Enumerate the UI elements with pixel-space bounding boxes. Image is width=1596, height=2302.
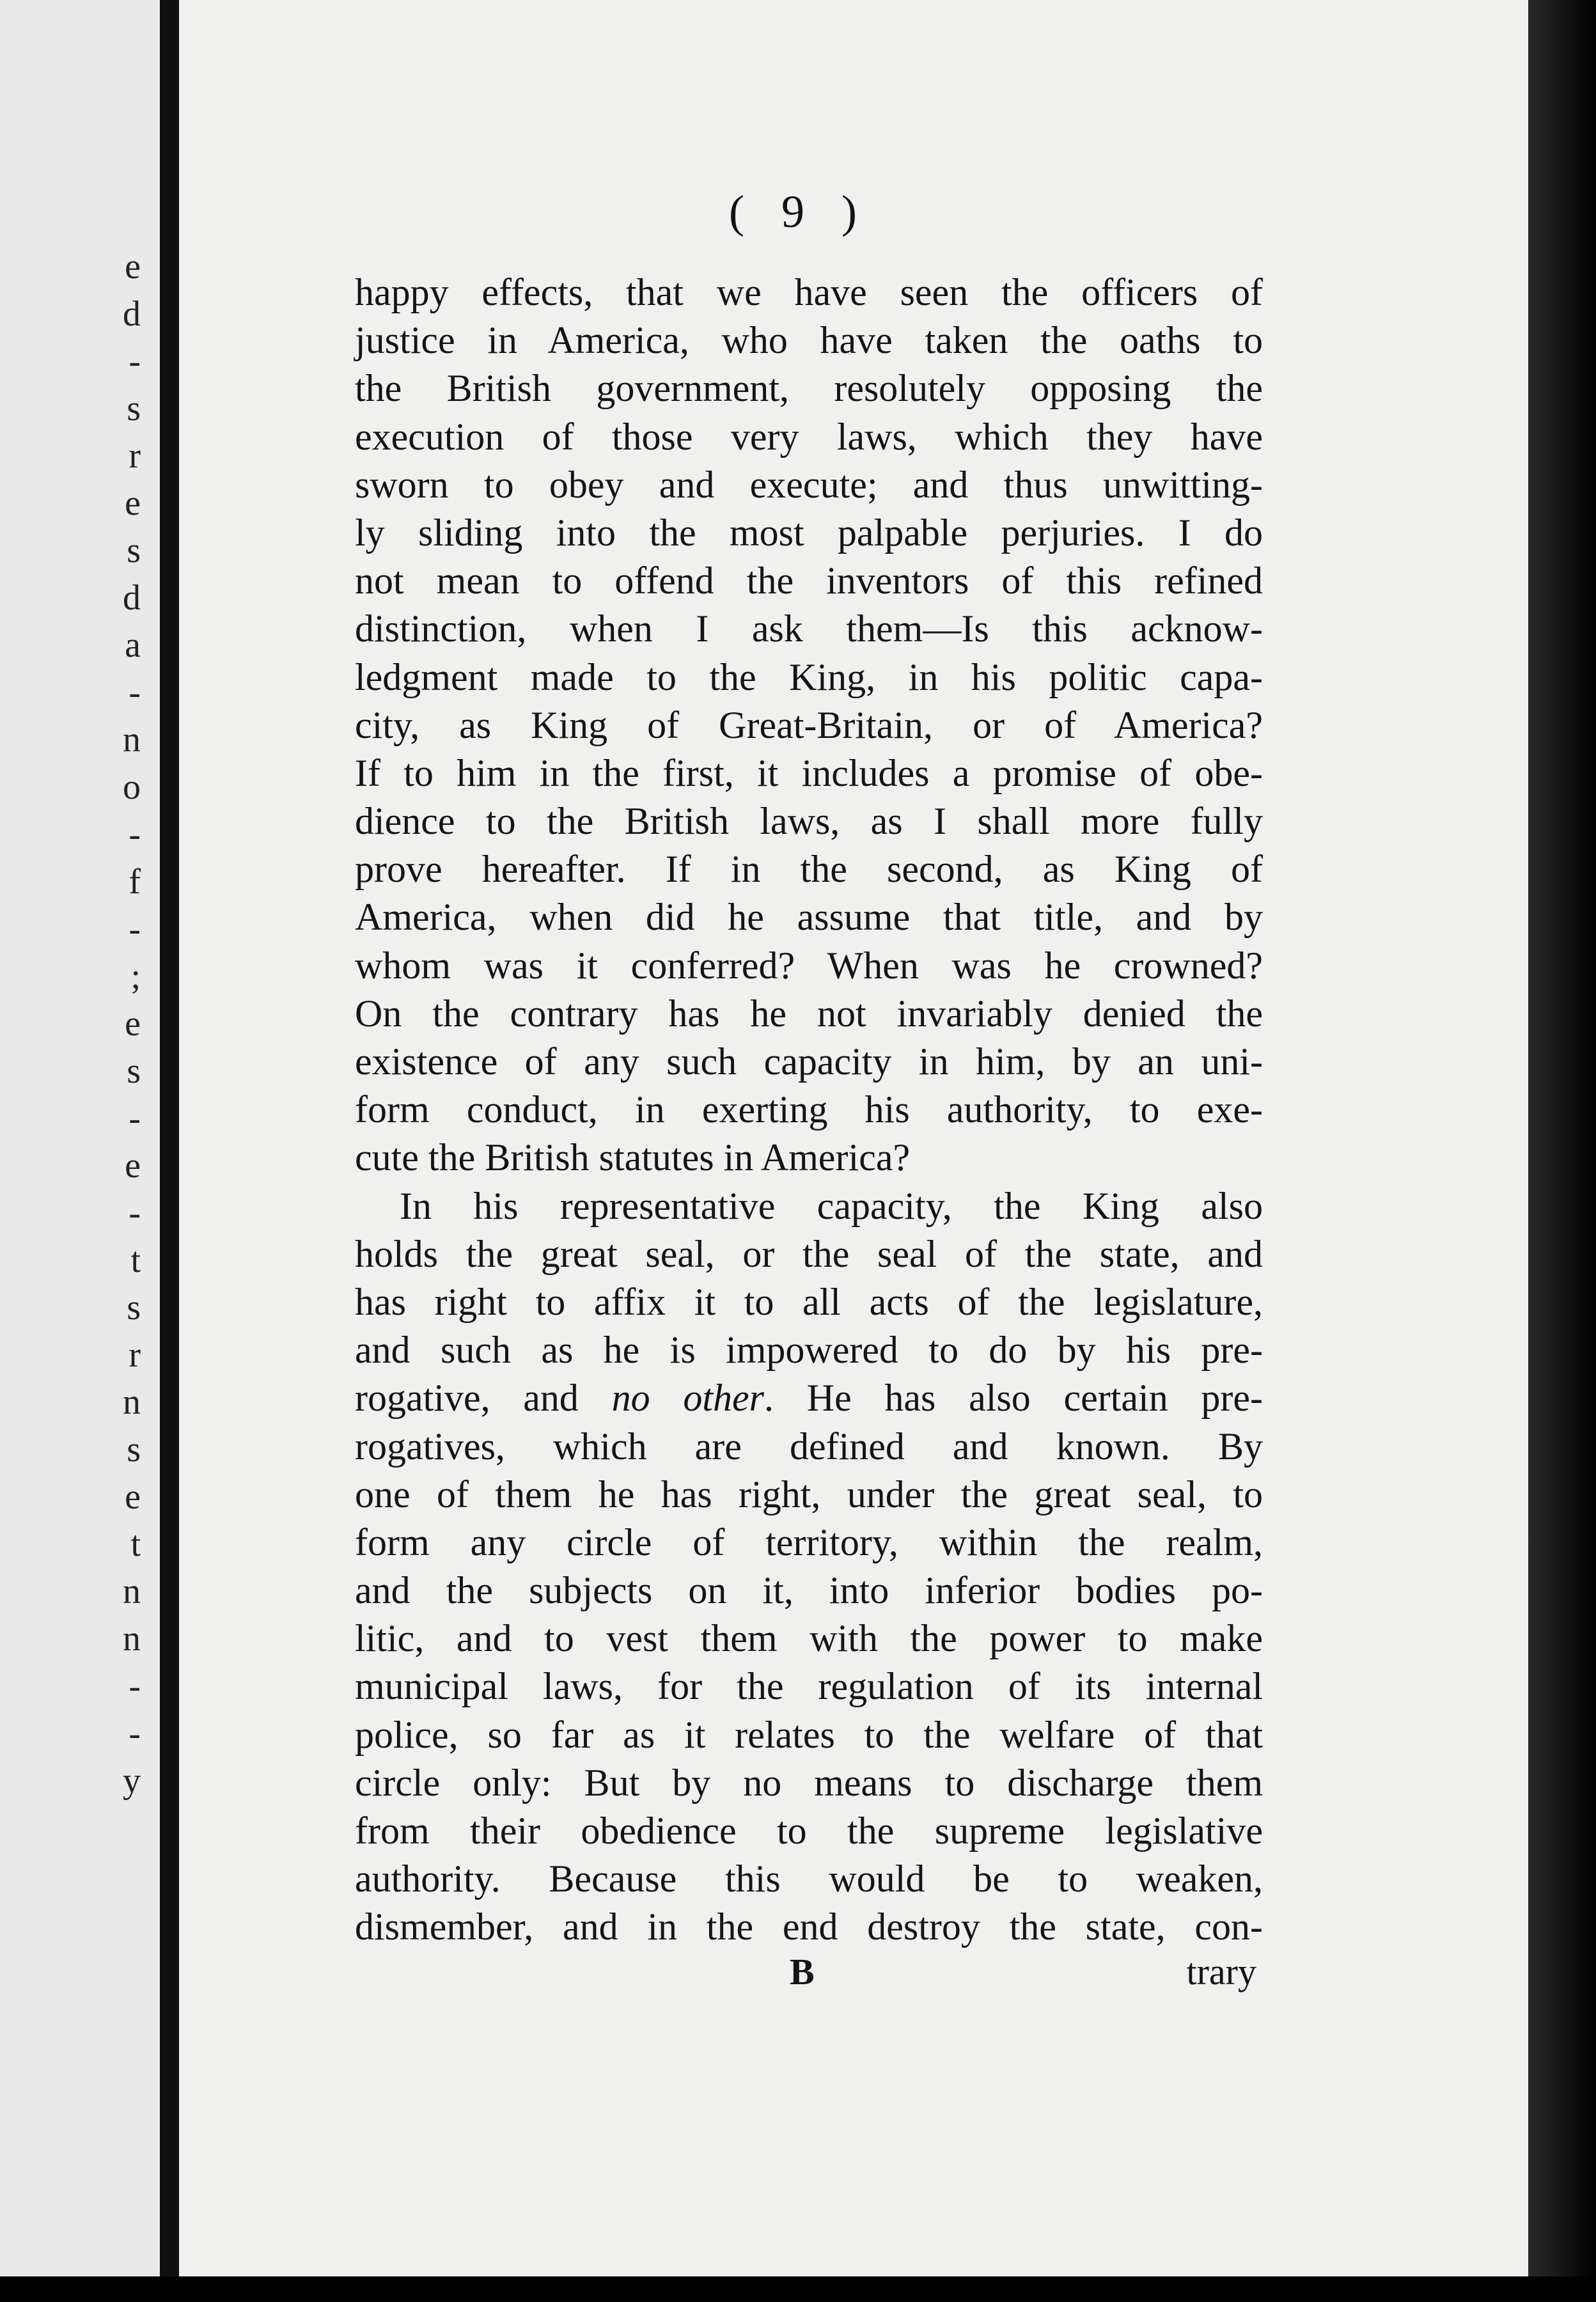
text-line: dience to the British laws, as I shall more fully xyxy=(355,800,1263,843)
text-line: sworn to obey and execute; and thus unwitting- xyxy=(355,463,1263,506)
text-line: has right to affix it to all acts of the legislature, xyxy=(355,1280,1263,1323)
facing-page-letter: d xyxy=(123,578,141,618)
text-line: form any circle of territory, within the realm, xyxy=(355,1521,1263,1563)
text-line: execution of those very laws, which they have xyxy=(355,415,1263,458)
book-gutter xyxy=(160,0,179,2302)
facing-page-letter: - xyxy=(129,1666,141,1706)
text-line: rogatives, which are defined and known. By xyxy=(355,1425,1263,1468)
facing-page-letter: s xyxy=(127,531,141,570)
facing-page-letter: s xyxy=(127,1051,141,1091)
text-line: municipal laws, for the regulation of its internal xyxy=(355,1665,1263,1708)
text-segment: . He has also certain pre- xyxy=(764,1377,1264,1420)
facing-page-letter: s xyxy=(127,1430,141,1469)
text-line: whom was it conferred? When was he crowned? xyxy=(355,944,1263,987)
text-line: authority. Because this would be to weaken, xyxy=(355,1858,1263,1900)
facing-page-letter: a xyxy=(125,625,141,665)
text-line: circle only: But by no means to discharge them xyxy=(355,1761,1263,1804)
facing-page-letter: t xyxy=(130,1524,141,1564)
facing-page-letter: ; xyxy=(130,957,141,996)
body-text xyxy=(355,269,1263,1952)
facing-page-letter: e xyxy=(125,483,141,523)
facing-page-letter: - xyxy=(129,909,141,949)
text-line: ledgment made to the King, in his politic capa- xyxy=(355,655,1263,698)
facing-page-letter: n xyxy=(123,720,141,760)
facing-page-letter: - xyxy=(129,1099,141,1138)
facing-page-letter: t xyxy=(130,1241,141,1280)
facing-page-letter: r xyxy=(129,436,141,476)
facing-page-letter: e xyxy=(125,247,141,286)
catchword: trary xyxy=(1186,1951,1256,1993)
text-line: In his representative capacity, the King also xyxy=(400,1184,1263,1227)
text-line: dismember, and in the end destroy the state, con- xyxy=(355,1906,1263,1948)
text-line: and such as he is impowered to do by his pre- xyxy=(355,1329,1263,1372)
text-line: happy effects, that we have seen the officers of xyxy=(355,271,1263,313)
text-line: form conduct, in exerting his authority, to exe- xyxy=(355,1088,1263,1131)
text-line: the British government, resolutely opposing the xyxy=(355,367,1263,410)
page-number: ( 9 ) xyxy=(729,186,870,237)
page-right-edge xyxy=(1528,0,1596,2302)
text-line: litic, and to vest them with the power to make xyxy=(355,1617,1263,1660)
facing-page-letter: s xyxy=(127,389,141,428)
facing-page-letter: e xyxy=(125,1146,141,1186)
text-line: from their obedience to the supreme legislative xyxy=(355,1810,1263,1852)
facing-page-letter: - xyxy=(129,1714,141,1753)
text-line: and the subjects on it, into inferior bodies po- xyxy=(355,1569,1263,1612)
text-line: prove hereafter. If in the second, as King of xyxy=(355,848,1263,891)
text-line: not mean to offend the inventors of this refined xyxy=(355,560,1263,602)
text-line: one of them he has right, under the great seal, to xyxy=(355,1473,1263,1515)
facing-page-letter: d xyxy=(123,294,141,334)
text-line: distinction, when I ask them—Is this acknow- xyxy=(355,607,1263,650)
text-line: ly sliding into the most palpable perjuries. I do xyxy=(355,511,1263,554)
text-line: If to him in the first, it includes a promise of obe- xyxy=(355,751,1263,794)
facing-page-letter: e xyxy=(125,1477,141,1517)
page-footer xyxy=(355,1950,1263,2001)
text-line: existence of any such capacity in him, by an uni- xyxy=(355,1040,1263,1083)
facing-page-letter: s xyxy=(127,1288,141,1327)
text-line: holds the great seal, or the seal of the state, and xyxy=(355,1232,1263,1275)
facing-page-letter: r xyxy=(129,1335,141,1375)
text-line: cute the British statutes in America? xyxy=(355,1136,911,1179)
facing-page-letter: - xyxy=(129,341,141,381)
text-segment: rogative, and xyxy=(355,1377,579,1420)
text-line: police, so far as it relates to the welfare of that xyxy=(355,1713,1263,1756)
facing-page-edge xyxy=(0,0,160,2276)
facing-page-letter: o xyxy=(123,767,141,807)
facing-page-letter: f xyxy=(129,862,141,902)
facing-page-letter: n xyxy=(123,1619,141,1659)
facing-page-letter: - xyxy=(129,1193,141,1233)
text-line: On the contrary has he not invariably denied the xyxy=(355,992,1263,1035)
italic-phrase: no other xyxy=(611,1377,765,1420)
facing-page-letter: n xyxy=(123,1382,141,1422)
facing-page-letter: y xyxy=(123,1761,141,1801)
text-line-with-italic xyxy=(355,1374,1263,1422)
text-line: city, as King of Great-Britain, or of America? xyxy=(355,703,1263,746)
facing-page-letters xyxy=(0,243,160,2008)
facing-page-letter: n xyxy=(123,1572,141,1611)
bottom-shadow xyxy=(0,2276,1596,2302)
text-line: America, when did he assume that title, and by xyxy=(355,896,1263,939)
signature-mark: B xyxy=(790,1951,815,1993)
facing-page-letter: e xyxy=(125,1004,141,1044)
facing-page-letter: - xyxy=(129,673,141,712)
facing-page-letter: - xyxy=(129,815,141,854)
text-line: justice in America, who have taken the oaths to xyxy=(355,319,1263,362)
